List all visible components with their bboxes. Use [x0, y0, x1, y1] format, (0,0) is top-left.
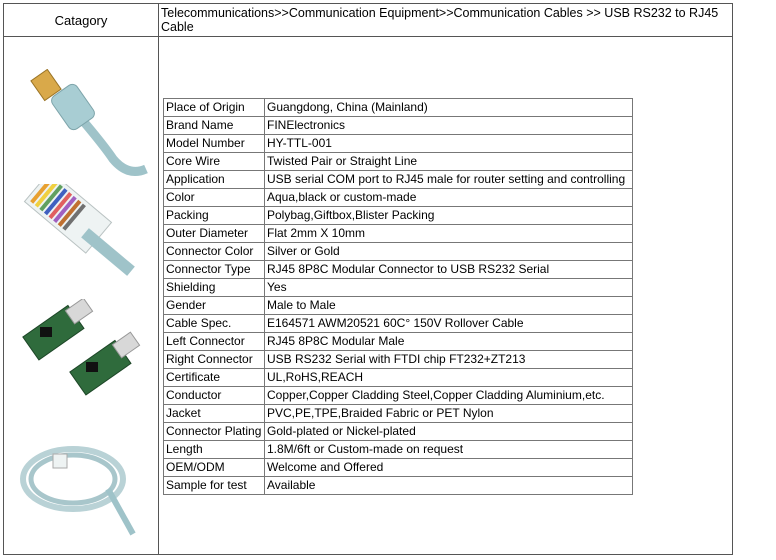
spec-key: Packing	[164, 207, 265, 225]
spec-row	[164, 297, 633, 315]
spec-key: Sample for test	[164, 477, 265, 495]
row-divider	[4, 36, 732, 37]
spec-value: USB RS232 Serial with FTDI chip FT232+ZT213	[265, 351, 633, 369]
spec-key: Jacket	[164, 405, 265, 423]
spec-row	[164, 99, 633, 117]
spec-value: Twisted Pair or Straight Line	[265, 153, 633, 171]
spec-row	[164, 423, 633, 441]
spec-value: Flat 2mm X 10mm	[265, 225, 633, 243]
usb-plug-cable-photo	[18, 69, 148, 179]
spec-value: E164571 AWM20521 60C° 150V Rollover Cable	[265, 315, 633, 333]
spec-value: Yes	[265, 279, 633, 297]
spec-value: RJ45 8P8C Modular Connector to USB RS232 Serial	[265, 261, 633, 279]
spec-key: Outer Diameter	[164, 225, 265, 243]
spec-row	[164, 369, 633, 387]
spec-value: RJ45 8P8C Modular Male	[265, 333, 633, 351]
spec-row	[164, 189, 633, 207]
column-divider	[158, 4, 159, 554]
spec-value: Available	[265, 477, 633, 495]
coiled-flat-cable-photo	[18, 434, 148, 544]
spec-key: Place of Origin	[164, 99, 265, 117]
spec-key: Core Wire	[164, 153, 265, 171]
spec-row	[164, 333, 633, 351]
spec-key: Length	[164, 441, 265, 459]
spec-key: Connector Color	[164, 243, 265, 261]
spec-row	[164, 261, 633, 279]
spec-key: Connector Type	[164, 261, 265, 279]
spec-row	[164, 207, 633, 225]
spec-value: Polybag,Giftbox,Blister Packing	[265, 207, 633, 225]
spec-row	[164, 477, 633, 495]
spec-key: Brand Name	[164, 117, 265, 135]
spec-row	[164, 171, 633, 189]
spec-value: Aqua,black or custom-made	[265, 189, 633, 207]
spec-value: FINElectronics	[265, 117, 633, 135]
spec-row	[164, 117, 633, 135]
spec-value: Gold-plated or Nickel-plated	[265, 423, 633, 441]
spec-key: Application	[164, 171, 265, 189]
spec-key: Left Connector	[164, 333, 265, 351]
spec-row	[164, 279, 633, 297]
spec-row	[164, 153, 633, 171]
spec-row	[164, 441, 633, 459]
spec-row	[164, 351, 633, 369]
specification-table	[163, 98, 633, 495]
spec-key: Model Number	[164, 135, 265, 153]
spec-value: Copper,Copper Cladding Steel,Copper Cladding Aluminium,etc.	[265, 387, 633, 405]
spec-row	[164, 225, 633, 243]
spec-key: Cable Spec.	[164, 315, 265, 333]
spec-value: Guangdong, China (Mainland)	[265, 99, 633, 117]
category-label: Catagory	[54, 12, 108, 28]
spec-key: Conductor	[164, 387, 265, 405]
spec-value: PVC,PE,TPE,Braided Fabric or PET Nylon	[265, 405, 633, 423]
product-info-frame	[3, 3, 733, 555]
spec-row	[164, 135, 633, 153]
spec-value: 1.8M/6ft or Custom-made on request	[265, 441, 633, 459]
spec-row	[164, 387, 633, 405]
spec-row	[164, 459, 633, 477]
rj45-connector-photo	[18, 184, 148, 284]
ftdi-circuit-board-photo	[18, 299, 148, 399]
spec-row	[164, 315, 633, 333]
spec-value: UL,RoHS,REACH	[265, 369, 633, 387]
spec-key: Connector Plating	[164, 423, 265, 441]
spec-key: Gender	[164, 297, 265, 315]
category-value: Telecommunications>>Communication Equipment>>Communication Cables >> USB RS232 to RJ45 Cable	[161, 6, 719, 34]
spec-key: Right Connector	[164, 351, 265, 369]
spec-key: OEM/ODM	[164, 459, 265, 477]
spec-value: Male to Male	[265, 297, 633, 315]
spec-key: Shielding	[164, 279, 265, 297]
spec-value: HY-TTL-001	[265, 135, 633, 153]
spec-row	[164, 243, 633, 261]
spec-value: USB serial COM port to RJ45 male for router setting and controlling	[265, 171, 633, 189]
spec-value: Silver or Gold	[265, 243, 633, 261]
spec-row	[164, 405, 633, 423]
spec-key: Certificate	[164, 369, 265, 387]
spec-key: Color	[164, 189, 265, 207]
spec-value: Welcome and Offered	[265, 459, 633, 477]
